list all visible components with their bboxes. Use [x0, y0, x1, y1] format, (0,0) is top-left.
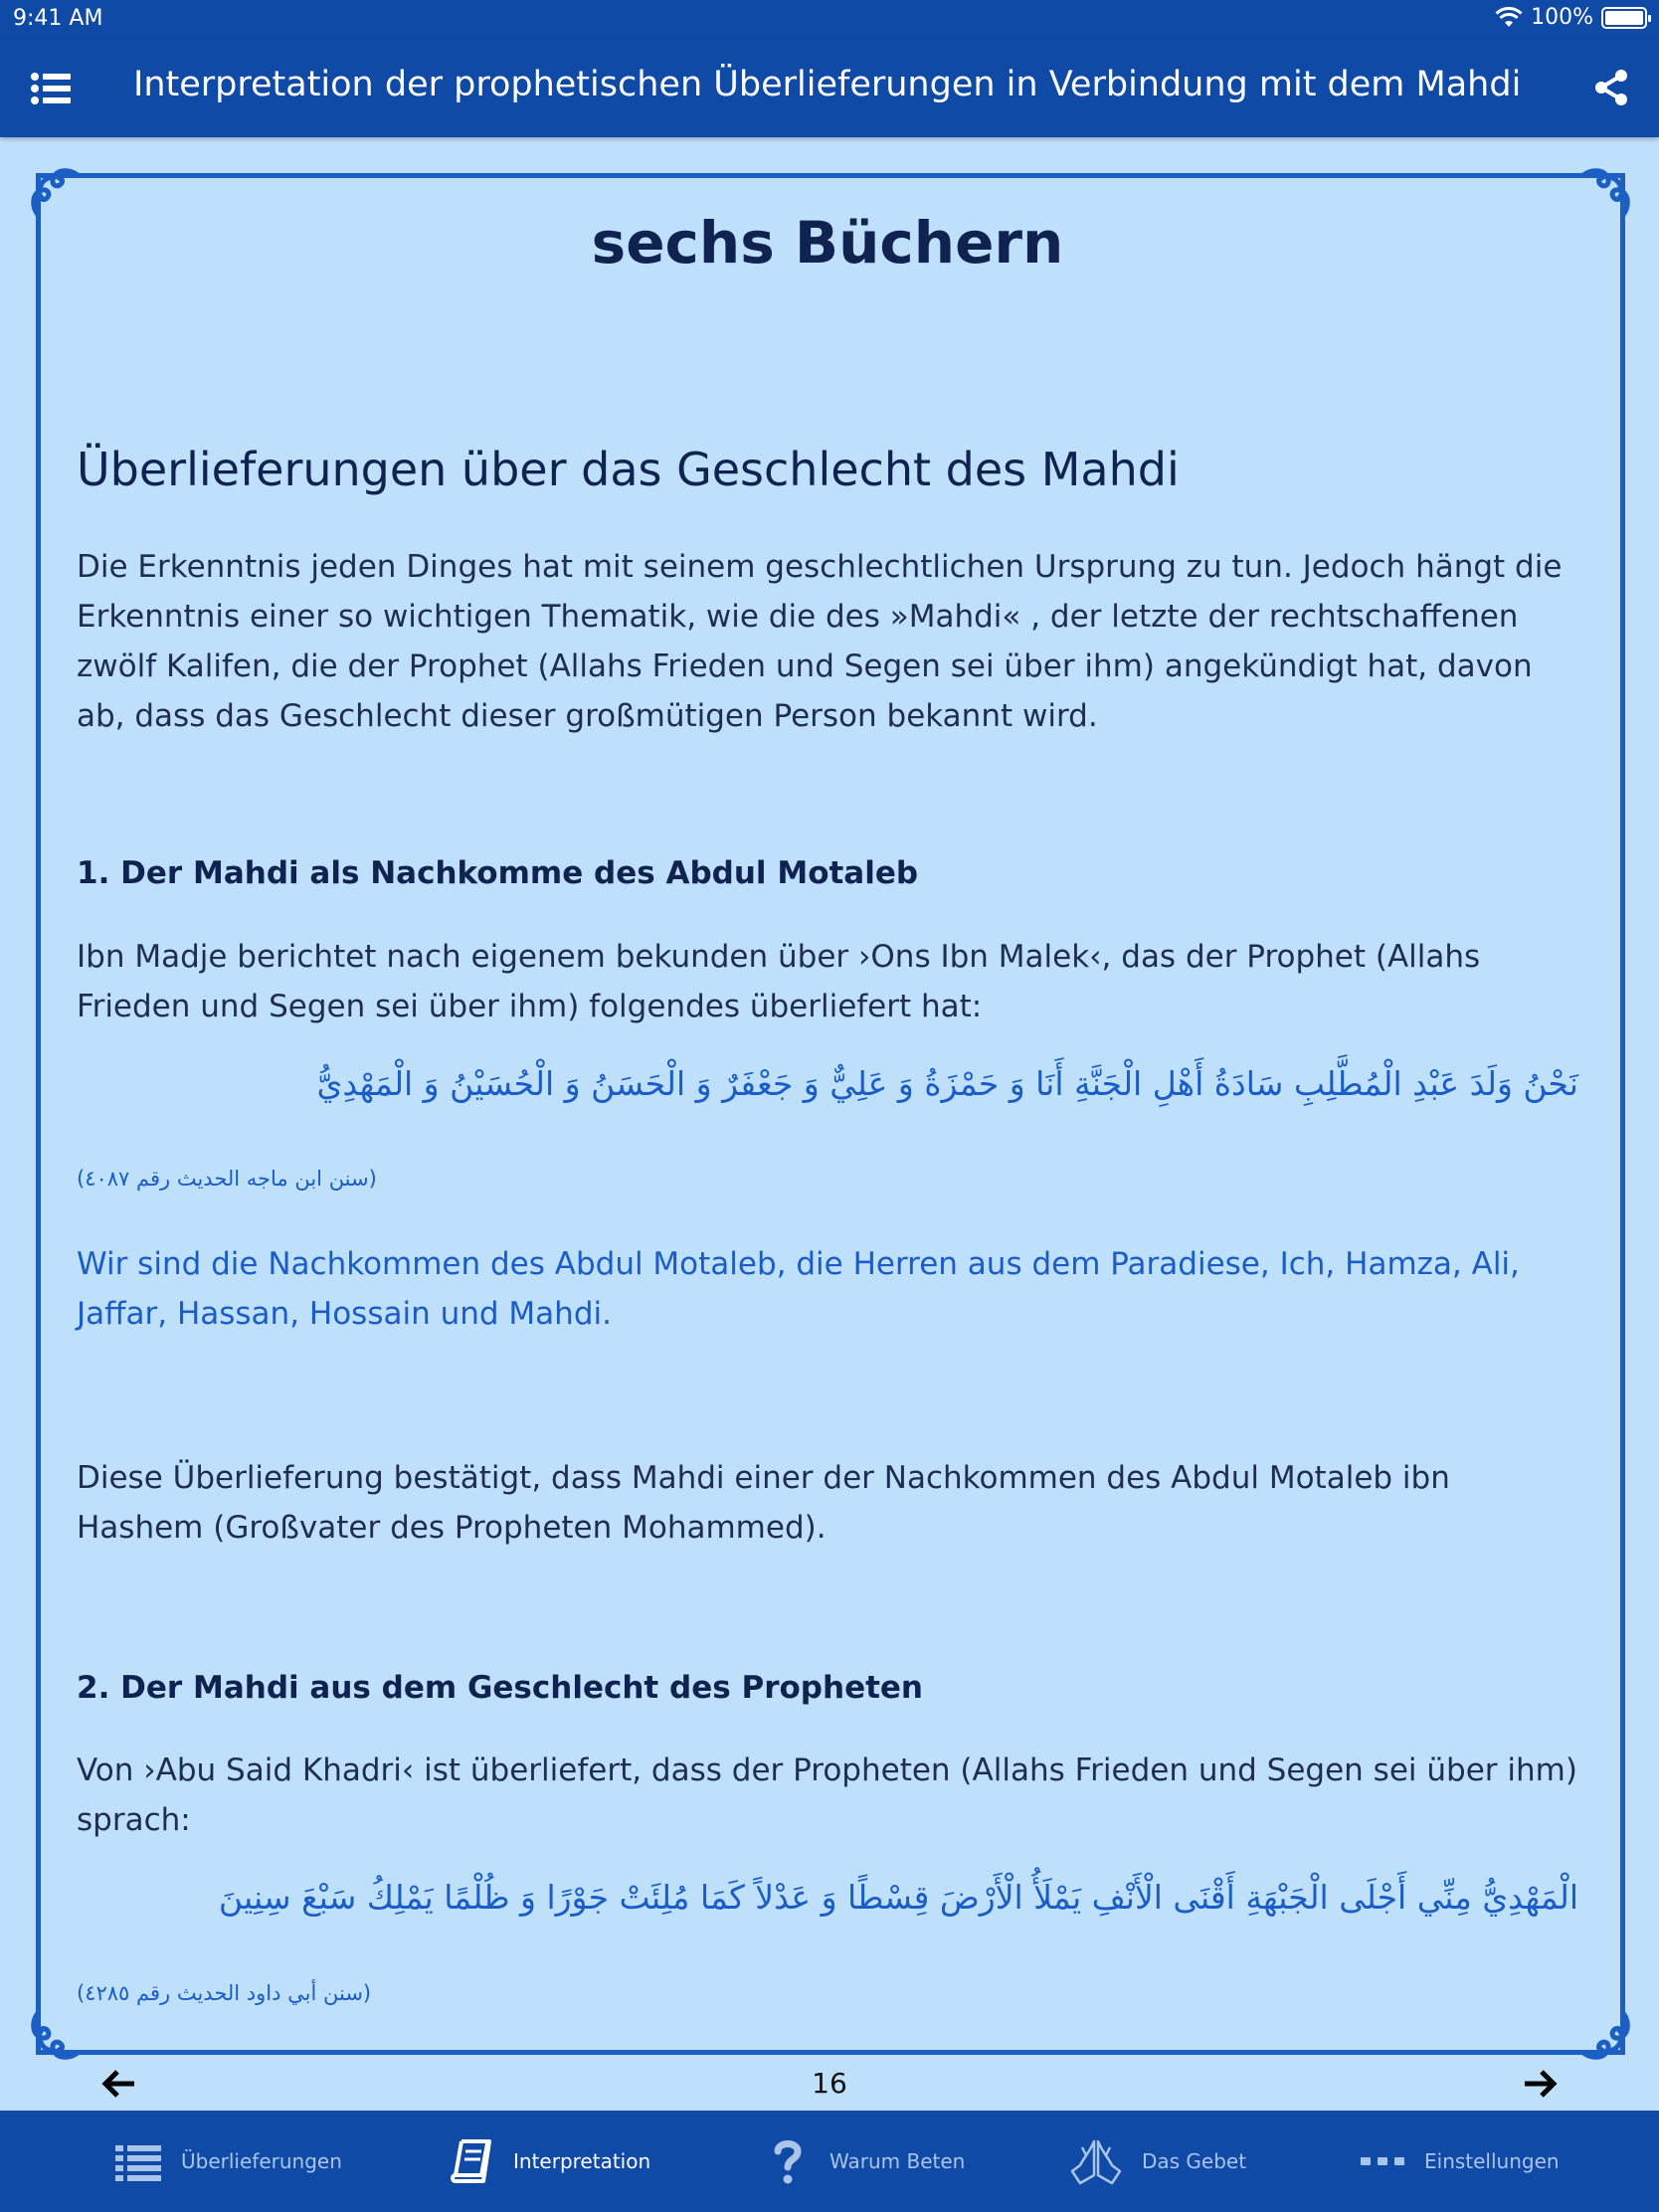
- nav-bar: [0, 40, 1659, 137]
- tab-label: Überlieferungen: [181, 2149, 342, 2173]
- subsection-heading-1: 1. Der Mahdi als Nachkomme des Abdul Motaleb: [77, 855, 919, 891]
- ornament-corner-icon: [1577, 165, 1633, 221]
- tab-interpretation[interactable]: [446, 2111, 650, 2212]
- page-title: Interpretation der prophetischen Überlieferungen in Verbindung mit dem Mahdi: [133, 65, 1522, 104]
- question-icon: [762, 2137, 814, 2185]
- subsection-text-1: Ibn Madje berichtet nach eigenem bekunden über ›Ons Ibn Malek‹, das der Prophet (Allahs Frieden und Segen sei über ihm) folgendes überliefert hat:: [77, 939, 1481, 1024]
- tab-label: Warum Beten: [830, 2149, 966, 2173]
- tab-label: Einstellungen: [1424, 2149, 1560, 2173]
- status-time: 9:41 AM: [13, 6, 103, 31]
- tab-einstellungen[interactable]: [1357, 2111, 1560, 2212]
- tab-label: Interpretation: [513, 2149, 651, 2173]
- intro-paragraph: Die Erkenntnis jeden Dinges hat mit seinem geschlechtlichen Ursprung zu tun. Jedoch hängt die Erkenntnis einer so wichtigen Thematik, wie die des »Mahdi« , der letzte der rechtschaffenen zwölf Kalifen, die der Prophet (Allahs Frieden und Segen sei über ihm) angekündigt hat, davon ab, dass das Geschlecht dieser großmütigen Person bekannt wird.: [77, 549, 1563, 734]
- list-icon: [113, 2137, 165, 2185]
- translation-1: Wir sind die Nachkommen des Abdul Motaleb, die Herren aus dem Paradiese, Ich, Hamza, Ali, Jaffar, Hassan, Hossain und Mahdi.: [77, 1246, 1520, 1332]
- book-icon: [446, 2137, 497, 2185]
- tab-warum-beten[interactable]: [762, 2111, 965, 2212]
- praying-hands-icon: [1066, 2137, 1126, 2185]
- arabic-source-1: (سنن ابن ماجه الحديث رقم ٤٠٨٧): [77, 1167, 377, 1191]
- wifi-icon: [1495, 7, 1523, 29]
- battery-icon: [1601, 7, 1647, 29]
- subsection-heading-2: 2. Der Mahdi aus dem Geschlecht des Propheten: [77, 1670, 924, 1706]
- arabic-quote-1: نَحْنُ وَلَدَ عَبْدِ الْمُطَّلِبِ سَادَةُ أَهْلِ الْجَنَّةِ أَنَا وَ حَمْزَةُ وَ عَلِيٌّ وَ جَعْفَرٌ وَ الْحَسَنُ وَ الْحُسَيْنُ وَ الْمَهْدِيُّ: [316, 1064, 1578, 1103]
- subsection-text-2: Von ›Abu Said Khadri‹ ist überliefert, dass der Propheten (Allahs Frieden und Segen sei über ihm) sprach:: [77, 1752, 1577, 1838]
- conclusion-1: Diese Überlieferung bestätigt, dass Mahdi einer der Nachkommen des Abdul Motaleb ibn Hashem (Großvater des Propheten Mohammed).: [77, 1460, 1450, 1546]
- more-dots-icon: [1357, 2137, 1408, 2185]
- arrow-right-icon[interactable]: [1522, 2069, 1558, 2099]
- share-icon[interactable]: [1591, 68, 1631, 107]
- ornament-corner-icon: [1577, 2007, 1633, 2063]
- tab-bar: [0, 2111, 1659, 2212]
- battery-percent: 100%: [1531, 5, 1593, 30]
- page-number: 16: [812, 2067, 847, 2100]
- tab-uberlieferungen[interactable]: [113, 2111, 342, 2212]
- pager: [0, 2061, 1659, 2111]
- status-indicators: [1495, 5, 1647, 30]
- status-bar: [0, 0, 1659, 40]
- list-icon[interactable]: [30, 70, 74, 107]
- ornament-corner-icon: [28, 2007, 84, 2063]
- tab-label: Das Gebet: [1142, 2149, 1247, 2173]
- section-heading: Überlieferungen über das Geschlecht des Mahdi: [77, 443, 1180, 496]
- ornament-corner-icon: [28, 165, 84, 221]
- arabic-source-2: (سنن أبي داود الحديث رقم ٤٢٨٥): [77, 1981, 372, 2005]
- tab-das-gebet[interactable]: [1066, 2111, 1246, 2212]
- arabic-quote-2: الْمَهْدِيُّ مِنِّي أَجْلَى الْجَبْهَةِ أَقْنَى الْأَنْفِ يَمْلَأُ الْأَرْضَ قِسْطًا وَ عَدْلاً كَمَا مُلِئَتْ جَوْرًا وَ ظُلْمًا يَمْلِكُ سَبْعَ سِنِينَ: [218, 1878, 1578, 1917]
- document-title: sechs Büchern: [591, 209, 1064, 276]
